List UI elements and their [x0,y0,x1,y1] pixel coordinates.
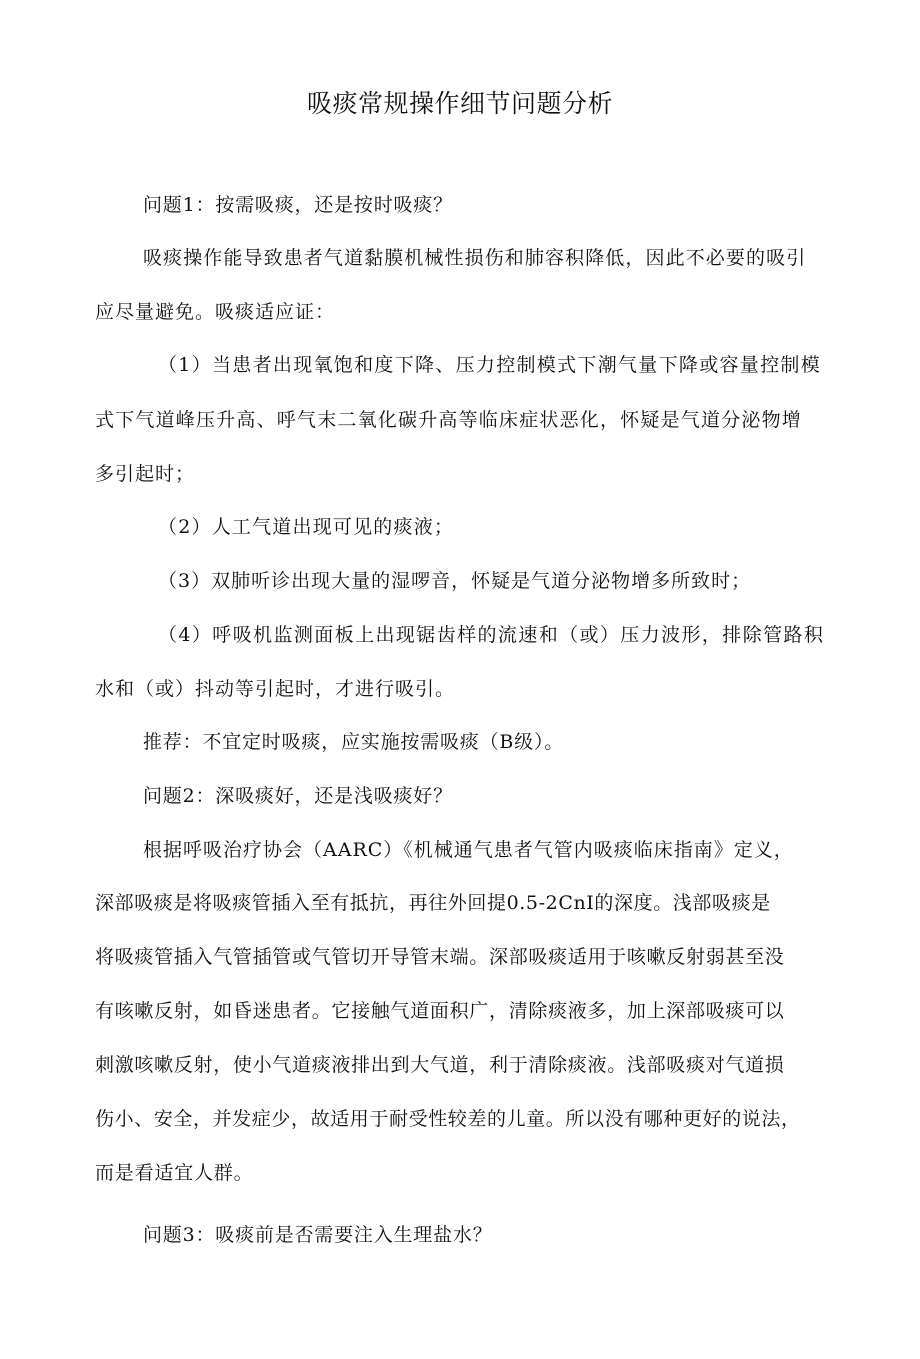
document-title: 吸痰常规操作细节问题分析 [306,89,613,118]
paragraph-line: 吸痰操作能导致患者气道黏膜机械性损伤和肺容积降低，因此不必要的吸引 [143,247,807,269]
question-1-heading: 问题1：按需吸痰，还是按时吸痰？ [143,194,453,216]
indication-2-line: （2）人工气道出现可见的痰液； [158,516,455,538]
paragraph-line: 刺激咳嗽反射，使小气道痰液排出到大气道，利于清除痰液。浅部吸痰对气道损 [95,1054,785,1076]
paragraph-line: 将吸痰管插入气管插管或气管切开导管末端。深部吸痰适用于咳嗽反射弱甚至没 [95,946,785,968]
indication-4-line: 水和（或）抖动等引起时，才进行吸引。 [95,678,456,700]
paragraph-line: 有咳嗽反射，如昏迷患者。它接触气道面积广，清除痰液多，加上深部吸痰可以 [95,1000,785,1022]
question-3-heading: 问题3：吸痰前是否需要注入生理盐水？ [143,1224,493,1246]
indication-1-line: （1）当患者出现氧饱和度下降、压力控制模式下潮气量下降或容量控制模 [158,354,821,376]
paragraph-line: 而是看适宜人群。 [95,1162,254,1184]
indication-1-line: 多引起时； [95,463,196,485]
paragraph-line: 深部吸痰是将吸痰管插入至有抵抗，再往外回提0.5-2CnI的深度。浅部吸痰是 [95,892,771,914]
indication-4-line: （4）呼吸机监测面板上出现锯齿样的流速和（或）压力波形，排除管路积 [158,624,825,646]
paragraph-line: 应尽量避免。吸痰适应证： [95,301,336,323]
recommendation-line: 推荐：不宜定时吸痰，应实施按需吸痰（B级）。 [143,731,565,753]
indication-3-line: （3）双肺听诊出现大量的湿啰音，怀疑是气道分泌物增多所致时； [158,570,752,592]
question-2-heading: 问题2：深吸痰好，还是浅吸痰好？ [143,785,453,807]
indication-1-line: 式下气道峰压升高、呼气末二氧化碳升高等临床症状恶化，怀疑是气道分泌物增 [95,409,803,431]
paragraph-line: 伤小、安全，并发症少，故适用于耐受性较差的儿童。所以没有哪种更好的说法， [95,1108,801,1130]
paragraph-line: 根据呼吸治疗协会（AARC）《机械通气患者气管内吸痰临床指南》定义， [143,839,794,861]
